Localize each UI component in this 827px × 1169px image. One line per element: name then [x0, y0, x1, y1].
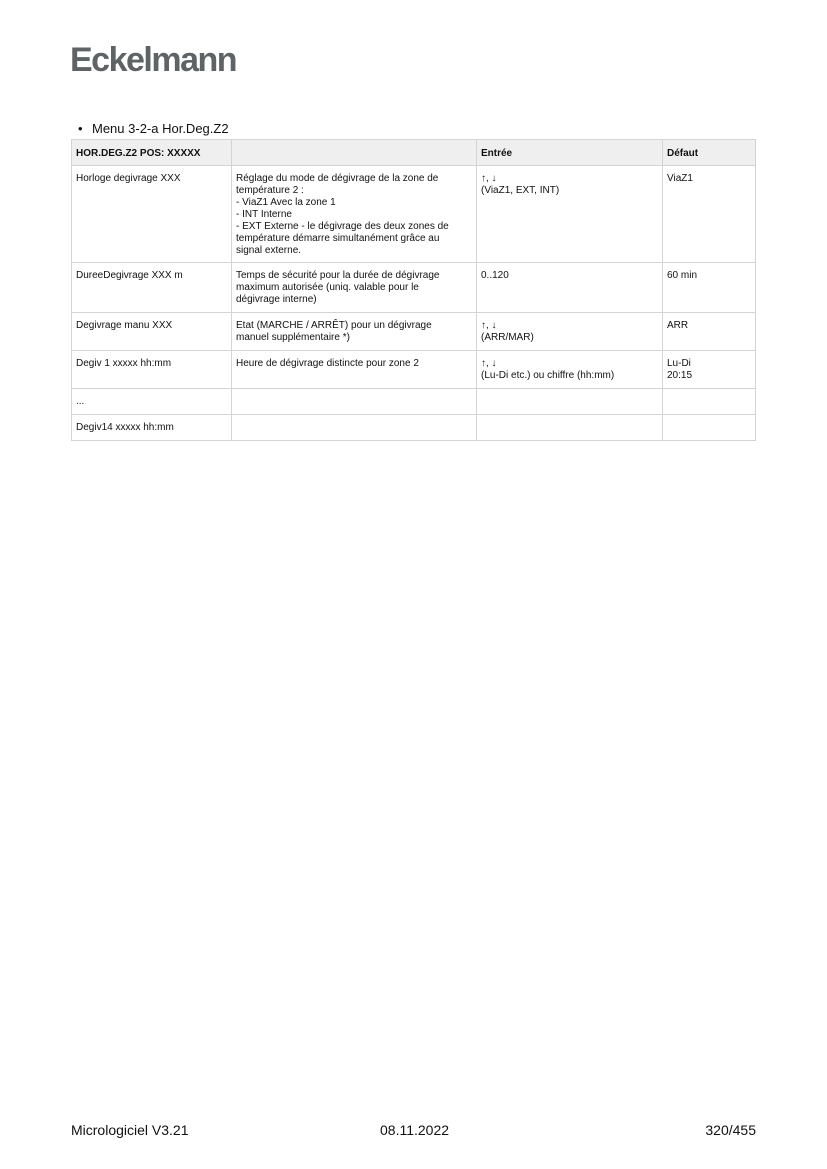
param-name: DureeDegivrage XXX m — [72, 263, 232, 313]
menu-section-title: Menu 3-2-a Hor.Deg.Z2 — [92, 121, 229, 136]
param-default — [663, 415, 756, 441]
param-input: 0..120 — [477, 263, 663, 313]
footer-date: 08.11.2022 — [380, 1122, 450, 1138]
header-description — [232, 140, 477, 166]
header-default: Défaut — [663, 140, 756, 166]
param-description — [232, 389, 477, 415]
param-default: ViaZ1 — [663, 166, 756, 263]
param-description: Heure de dégivrage distincte pour zone 2 — [232, 351, 477, 389]
param-input — [477, 415, 663, 441]
param-default: Lu-Di 20:15 — [663, 351, 756, 389]
param-name: Degivrage manu XXX — [72, 313, 232, 351]
header-input: Entrée — [477, 140, 663, 166]
param-input — [477, 389, 663, 415]
param-description: Réglage du mode de dégivrage de la zone de température 2 : - ViaZ1 Avec la zone 1 - INT Interne - EXT Externe - le dégivrage des deux zones de température démarre simultanément grâce au signal externe. — [232, 166, 477, 263]
param-input: ↑, ↓ (ViaZ1, EXT, INT) — [477, 166, 663, 263]
param-name: ... — [72, 389, 232, 415]
param-default — [663, 389, 756, 415]
table-row — [72, 415, 756, 441]
header-menu-position: HOR.DEG.Z2 POS: XXXXX — [72, 140, 232, 166]
param-name: Degiv14 xxxxx hh:mm — [72, 415, 232, 441]
param-description: Temps de sécurité pour la durée de dégivrage maximum autorisée (uniq. valable pour le dégivrage interne) — [232, 263, 477, 313]
footer-page-number: 320/455 — [705, 1122, 756, 1138]
menu-section-heading — [78, 121, 229, 137]
table-row — [72, 351, 756, 389]
company-logo: Eckelmann — [70, 41, 237, 79]
table-row — [72, 263, 756, 313]
table-row — [72, 313, 756, 351]
param-default: ARR — [663, 313, 756, 351]
param-description: Etat (MARCHE / ARRÊT) pour un dégivrage manuel supplémentaire *) — [232, 313, 477, 351]
table-row — [72, 166, 756, 263]
param-description — [232, 415, 477, 441]
param-name: Horloge degivrage XXX — [72, 166, 232, 263]
param-name: Degiv 1 xxxxx hh:mm — [72, 351, 232, 389]
param-input: ↑, ↓ (ARR/MAR) — [477, 313, 663, 351]
bullet-marker: • — [78, 121, 83, 136]
param-input: ↑, ↓ (Lu-Di etc.) ou chiffre (hh:mm) — [477, 351, 663, 389]
table-row — [72, 389, 756, 415]
param-default: 60 min — [663, 263, 756, 313]
footer-software-version: Micrologiciel V3.21 — [71, 1122, 189, 1138]
table-header-row — [72, 140, 756, 166]
parameter-table — [71, 139, 756, 441]
